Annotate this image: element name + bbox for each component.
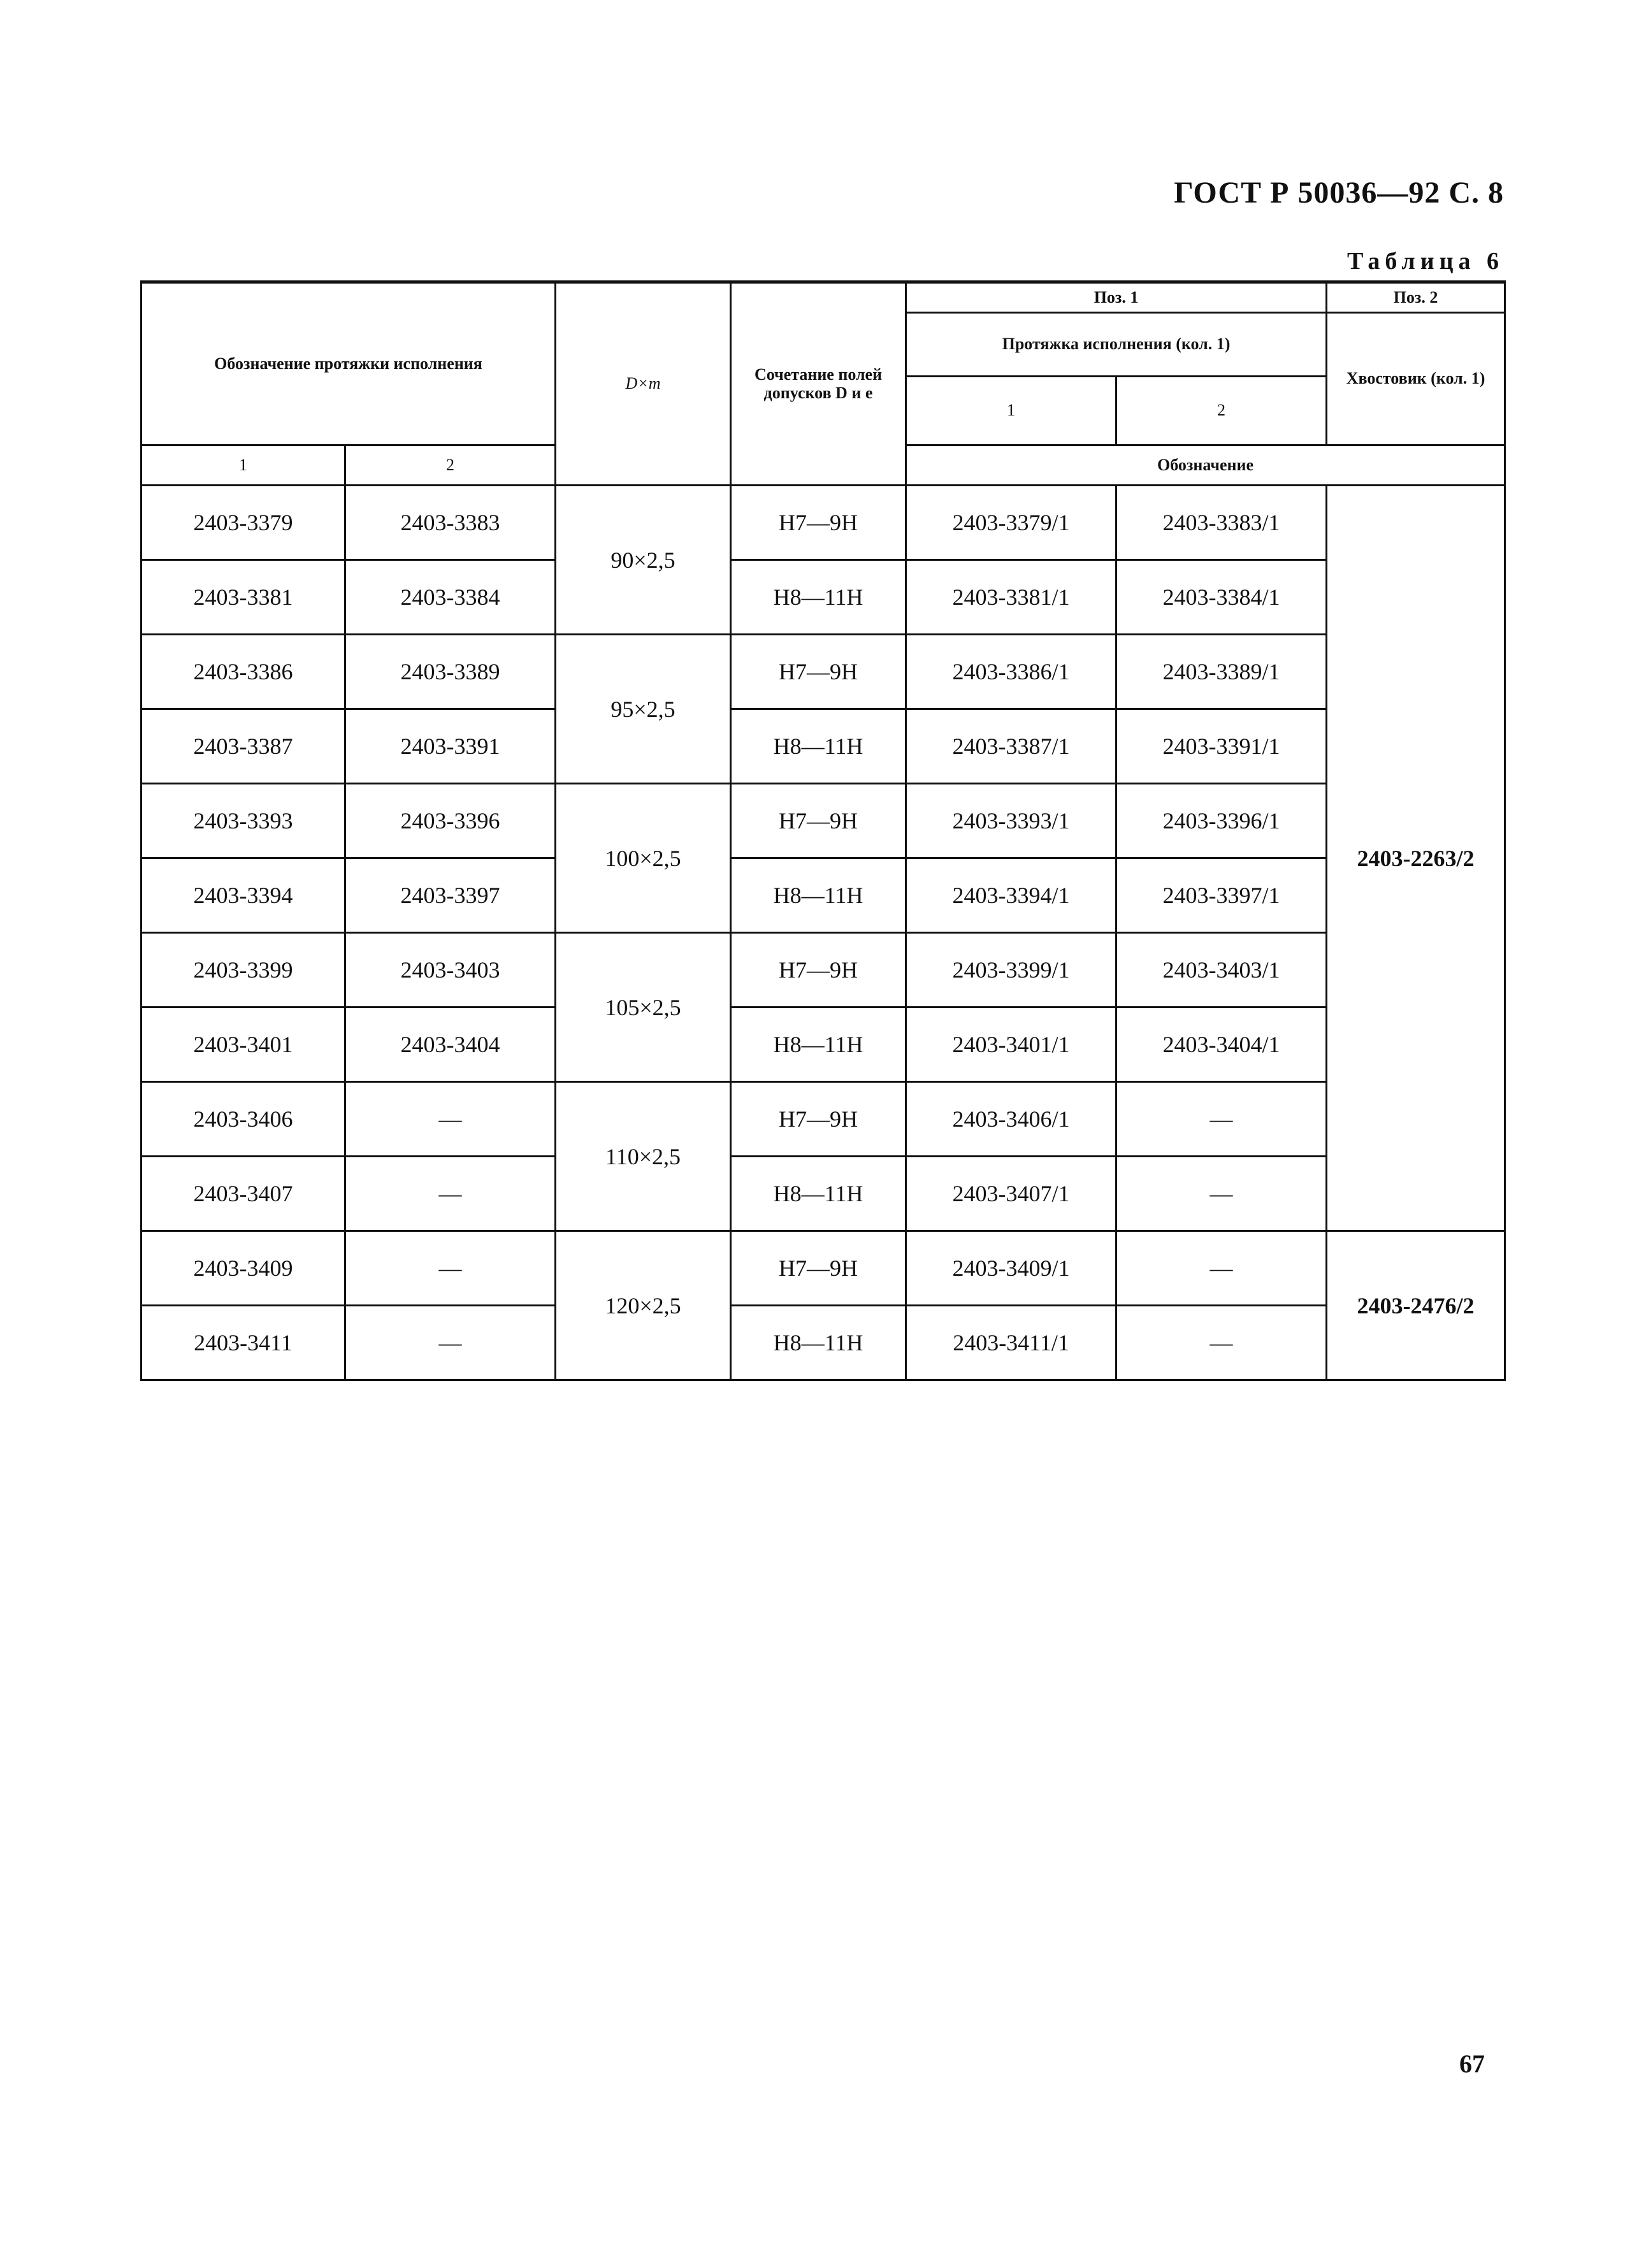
- designation-2-cell: 2403-3404: [345, 1008, 556, 1082]
- tolerance-cell: H8—11H: [731, 1306, 906, 1380]
- table-row: [141, 933, 1505, 1008]
- broach-1-cell: 2403-3406/1: [906, 1082, 1116, 1157]
- dxm-cell: 110×2,5: [556, 1082, 731, 1231]
- broach-1-cell: 2403-3407/1: [906, 1157, 1116, 1231]
- broach-2-cell: 2403-3383/1: [1116, 486, 1327, 560]
- dxm-cell: 120×2,5: [556, 1231, 731, 1380]
- broach-2-cell: 2403-3397/1: [1116, 858, 1327, 933]
- designation-table: [140, 280, 1506, 1381]
- page-header: ГОСТ Р 50036—92 С. 8: [1174, 176, 1504, 210]
- tolerance-cell: H7—9H: [731, 486, 906, 560]
- pos2-header: Поз. 2: [1327, 282, 1505, 313]
- table-row: [141, 635, 1505, 709]
- broach-1-cell: 2403-3393/1: [906, 784, 1116, 858]
- designation-2-cell: —: [345, 1157, 556, 1231]
- designation-2-cell: —: [345, 1306, 556, 1380]
- designation-1-cell: 2403-3399: [141, 933, 345, 1008]
- designation-2-cell: 2403-3389: [345, 635, 556, 709]
- designation-2-cell: —: [345, 1231, 556, 1306]
- table-row: [141, 1008, 1505, 1082]
- table-row: [141, 560, 1505, 635]
- broach-2-cell: 2403-3403/1: [1116, 933, 1327, 1008]
- tolerance-cell: H7—9H: [731, 1231, 906, 1306]
- designation-1-cell: 2403-3386: [141, 635, 345, 709]
- broach-1-cell: 2403-3401/1: [906, 1008, 1116, 1082]
- tolerance-cell: H7—9H: [731, 635, 906, 709]
- designation-1-cell: 2403-3393: [141, 784, 345, 858]
- designation-2-cell: 2403-3384: [345, 560, 556, 635]
- broach-2-cell: 2403-3404/1: [1116, 1008, 1327, 1082]
- designation-1-cell: 2403-3394: [141, 858, 345, 933]
- designation-2-cell: 2403-3383: [345, 486, 556, 560]
- broach-header: Протяжка исполнения (кол. 1): [906, 313, 1327, 377]
- broach-2-cell: —: [1116, 1306, 1327, 1380]
- broach-1-cell: 2403-3394/1: [906, 858, 1116, 933]
- pos1-header: Поз. 1: [906, 282, 1327, 313]
- tolerance-cell: H7—9H: [731, 1082, 906, 1157]
- table-row: [141, 784, 1505, 858]
- tolerance-cell: H7—9H: [731, 933, 906, 1008]
- table-row: [141, 1306, 1505, 1380]
- tolerance-cell: H8—11H: [731, 1008, 906, 1082]
- broach-2-cell: 2403-3384/1: [1116, 560, 1327, 635]
- designation-2-cell: —: [345, 1082, 556, 1157]
- broach-2-cell: 2403-3391/1: [1116, 709, 1327, 784]
- designation-1-cell: 2403-3401: [141, 1008, 345, 1082]
- broach-1-cell: 2403-3411/1: [906, 1306, 1116, 1380]
- tolerance-header: Сочетание полей допусков D и e: [731, 282, 906, 486]
- designation-1-cell: 2403-3379: [141, 486, 345, 560]
- dxm-cell: 95×2,5: [556, 635, 731, 784]
- designation-1-cell: 2403-3407: [141, 1157, 345, 1231]
- broach-1-cell: 2403-3379/1: [906, 486, 1116, 560]
- designation-1-cell: 2403-3381: [141, 560, 345, 635]
- table-row: [141, 1231, 1505, 1306]
- designation-2-cell: 2403-3391: [345, 709, 556, 784]
- designation-header: Обозначение протяжки исполнения: [141, 282, 556, 445]
- table-row: [141, 858, 1505, 933]
- broach-2-cell: 2403-3396/1: [1116, 784, 1327, 858]
- broach-sub-2: 2: [1116, 377, 1327, 445]
- broach-2-cell: —: [1116, 1157, 1327, 1231]
- broach-1-cell: 2403-3387/1: [906, 709, 1116, 784]
- designation-2-cell: 2403-3403: [345, 933, 556, 1008]
- broach-2-cell: 2403-3389/1: [1116, 635, 1327, 709]
- broach-1-cell: 2403-3381/1: [906, 560, 1116, 635]
- page-number: 67: [1459, 2049, 1485, 2078]
- table-row: [141, 1082, 1505, 1157]
- tolerance-cell: H7—9H: [731, 784, 906, 858]
- broach-2-cell: —: [1116, 1231, 1327, 1306]
- table-row: [141, 1157, 1505, 1231]
- table-row: [141, 486, 1505, 560]
- shank-header: Хвостовик (кол. 1): [1327, 313, 1505, 445]
- broach-sub-1: 1: [906, 377, 1116, 445]
- table-row: [141, 709, 1505, 784]
- broach-1-cell: 2403-3386/1: [906, 635, 1116, 709]
- designation-2-cell: 2403-3396: [345, 784, 556, 858]
- tolerance-cell: H8—11H: [731, 560, 906, 635]
- tolerance-cell: H8—11H: [731, 1157, 906, 1231]
- tolerance-cell: H8—11H: [731, 709, 906, 784]
- table-label: Таблица 6: [1347, 248, 1504, 275]
- dxm-cell: 100×2,5: [556, 784, 731, 933]
- col-num-2: 2: [345, 445, 556, 486]
- col-num-1: 1: [141, 445, 345, 486]
- designation-2-cell: 2403-3397: [345, 858, 556, 933]
- oboznachenie-header: Обозначение: [906, 445, 1505, 486]
- designation-1-cell: 2403-3409: [141, 1231, 345, 1306]
- broach-1-cell: 2403-3409/1: [906, 1231, 1116, 1306]
- shank-cell: 2403-2476/2: [1327, 1231, 1505, 1380]
- broach-1-cell: 2403-3399/1: [906, 933, 1116, 1008]
- dxm-header: D×m: [556, 282, 731, 486]
- tolerance-cell: H8—11H: [731, 858, 906, 933]
- designation-1-cell: 2403-3411: [141, 1306, 345, 1380]
- designation-1-cell: 2403-3406: [141, 1082, 345, 1157]
- dxm-cell: 105×2,5: [556, 933, 731, 1082]
- shank-cell: 2403-2263/2: [1327, 486, 1505, 1231]
- dxm-cell: 90×2,5: [556, 486, 731, 635]
- designation-1-cell: 2403-3387: [141, 709, 345, 784]
- broach-2-cell: —: [1116, 1082, 1327, 1157]
